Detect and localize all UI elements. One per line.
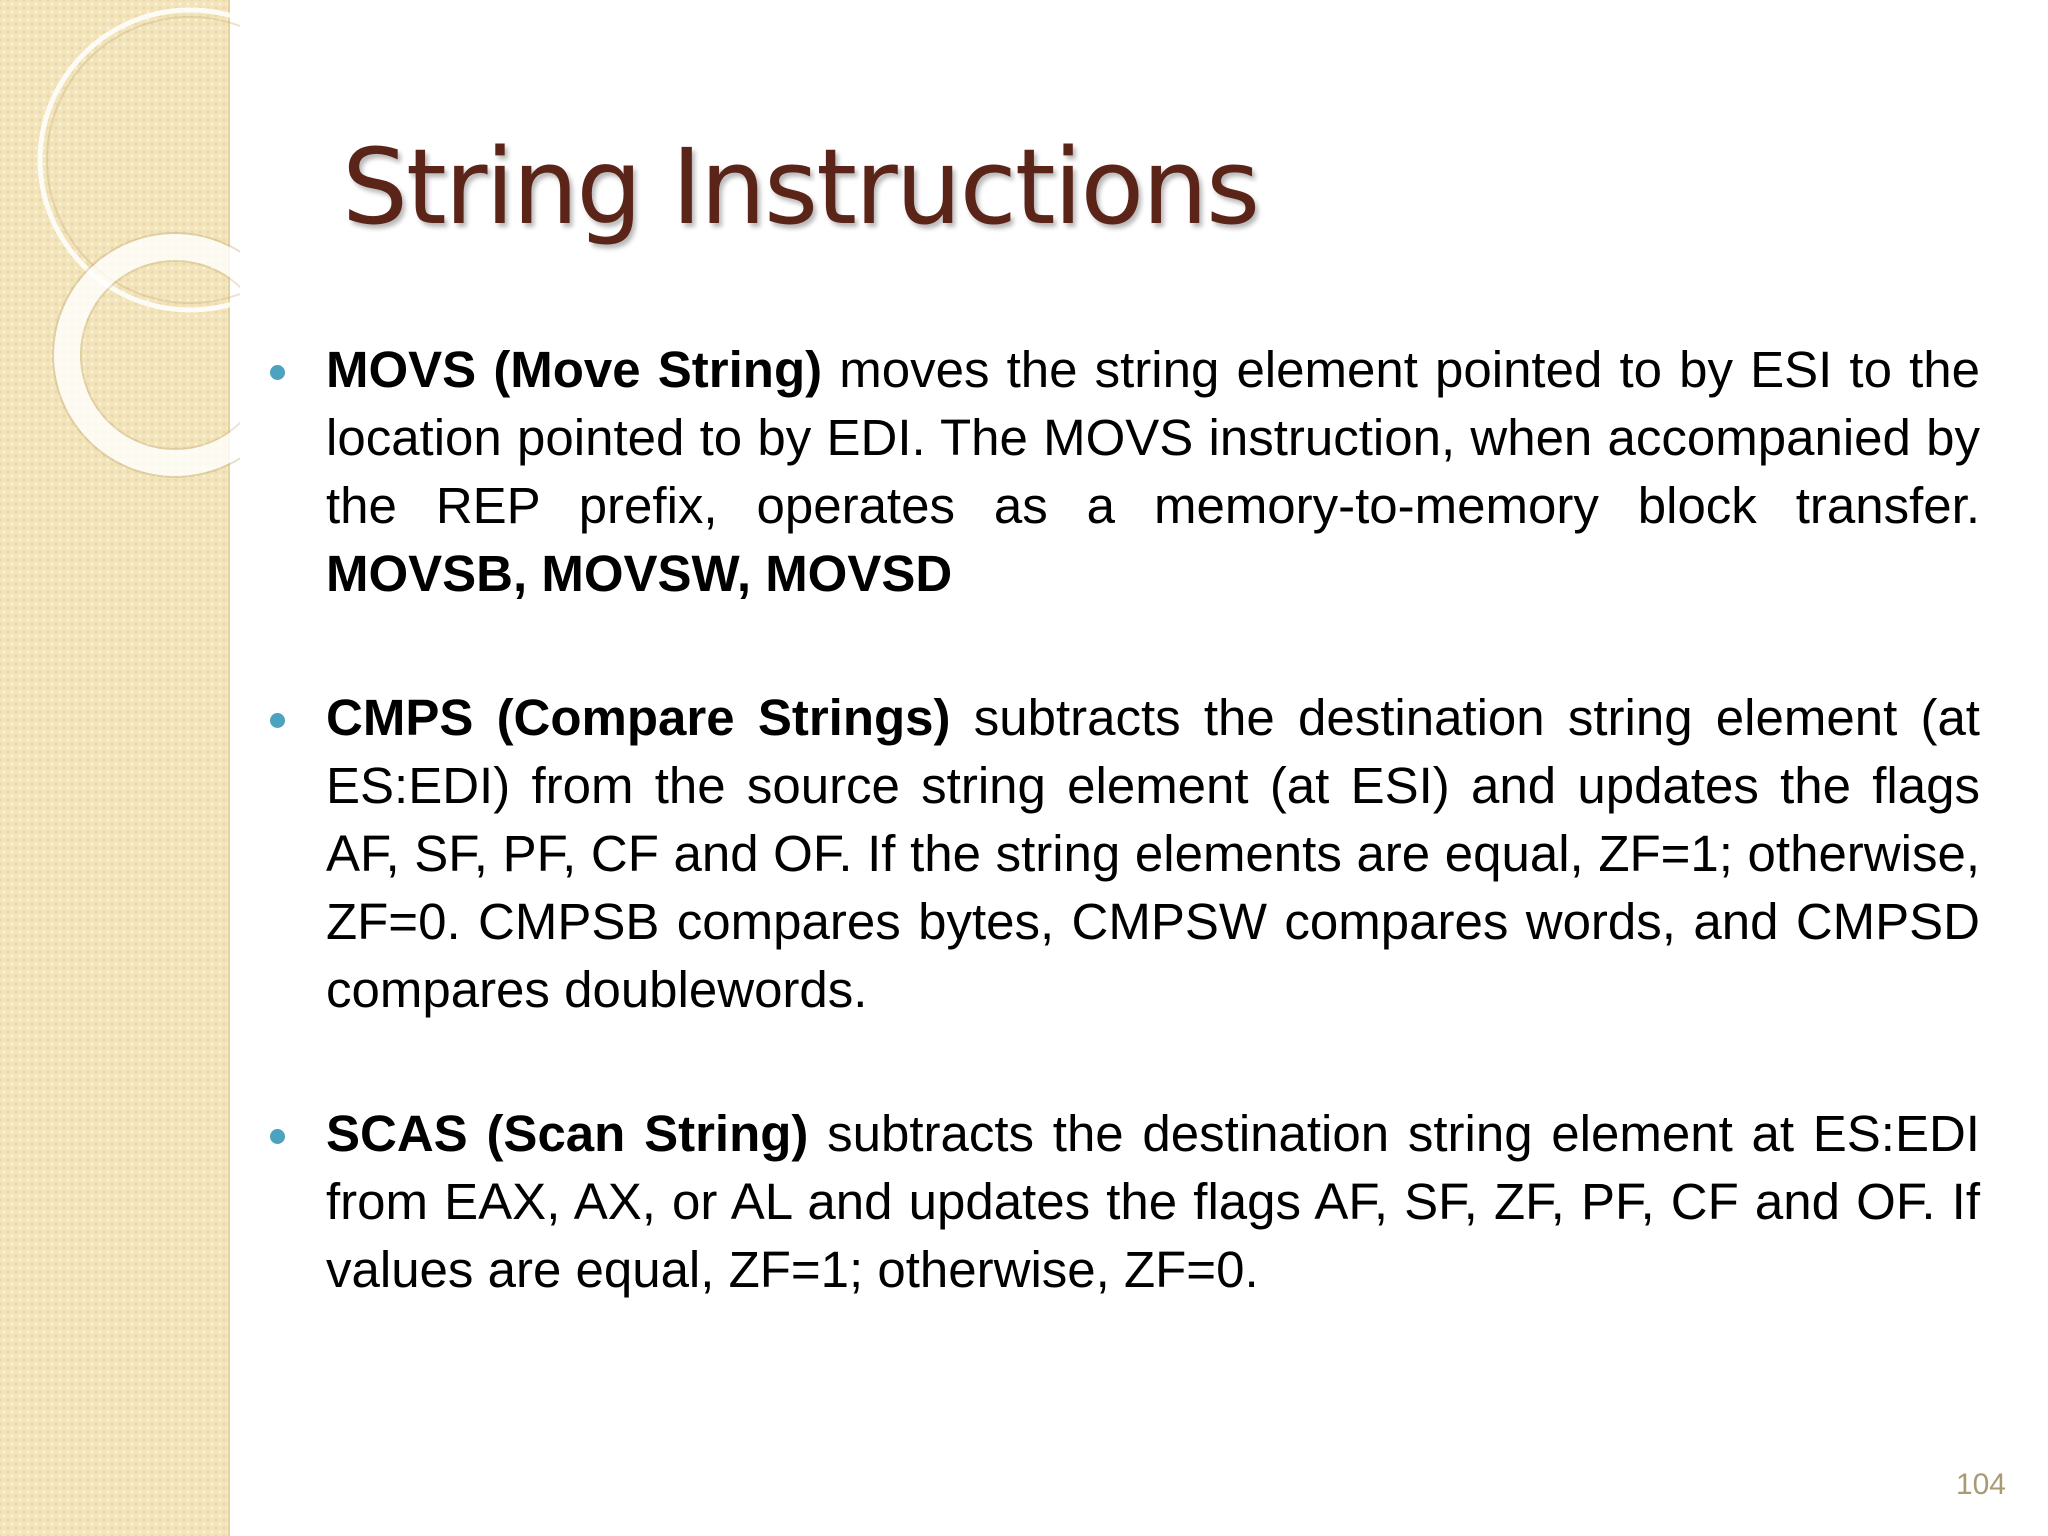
decorative-rings [0, 0, 240, 520]
bullet-list [270, 336, 1980, 1380]
bullet-icon [270, 365, 285, 380]
bullet-item-cmps [270, 684, 1980, 1024]
bullet-term: CMPS (Compare Strings) [326, 689, 951, 746]
slide-title: String Instructions [342, 126, 1259, 248]
bullet-term: MOVS (Move String) [326, 341, 823, 398]
bullet-text: subtracts the destination string element (at ES:EDI) from the source string element (at ESI) and updates the flags AF, SF, PF, CF and OF. If the string elements are equal, ZF=1; otherwise, ZF=0. CMPSB compares bytes, CMPSW compares words, and CMPSD compares doublewords. [326, 689, 1980, 1018]
bullet-item-movs [270, 336, 1980, 608]
bullet-item-scas [270, 1100, 1980, 1304]
page-number: 104 [1955, 1468, 2006, 1501]
bullet-icon [270, 1129, 285, 1144]
bullet-term: SCAS (Scan String) [326, 1105, 809, 1162]
bullet-icon [270, 713, 285, 728]
bullet-trailing-bold: MOVSB, MOVSW, MOVSD [326, 545, 953, 602]
bullet-text: moves the string element pointed to by ESI to the location pointed to by EDI. The MOVS instruction, when accompanied by the REP prefix, operates as a memory-to-memory block transfer. [326, 341, 1980, 534]
bullet-text: subtracts the destination string element at ES:EDI from EAX, AX, or AL and updates the flags AF, SF, ZF, PF, CF and OF. If values are equal, ZF=1; otherwise, ZF=0. [326, 1105, 1980, 1298]
